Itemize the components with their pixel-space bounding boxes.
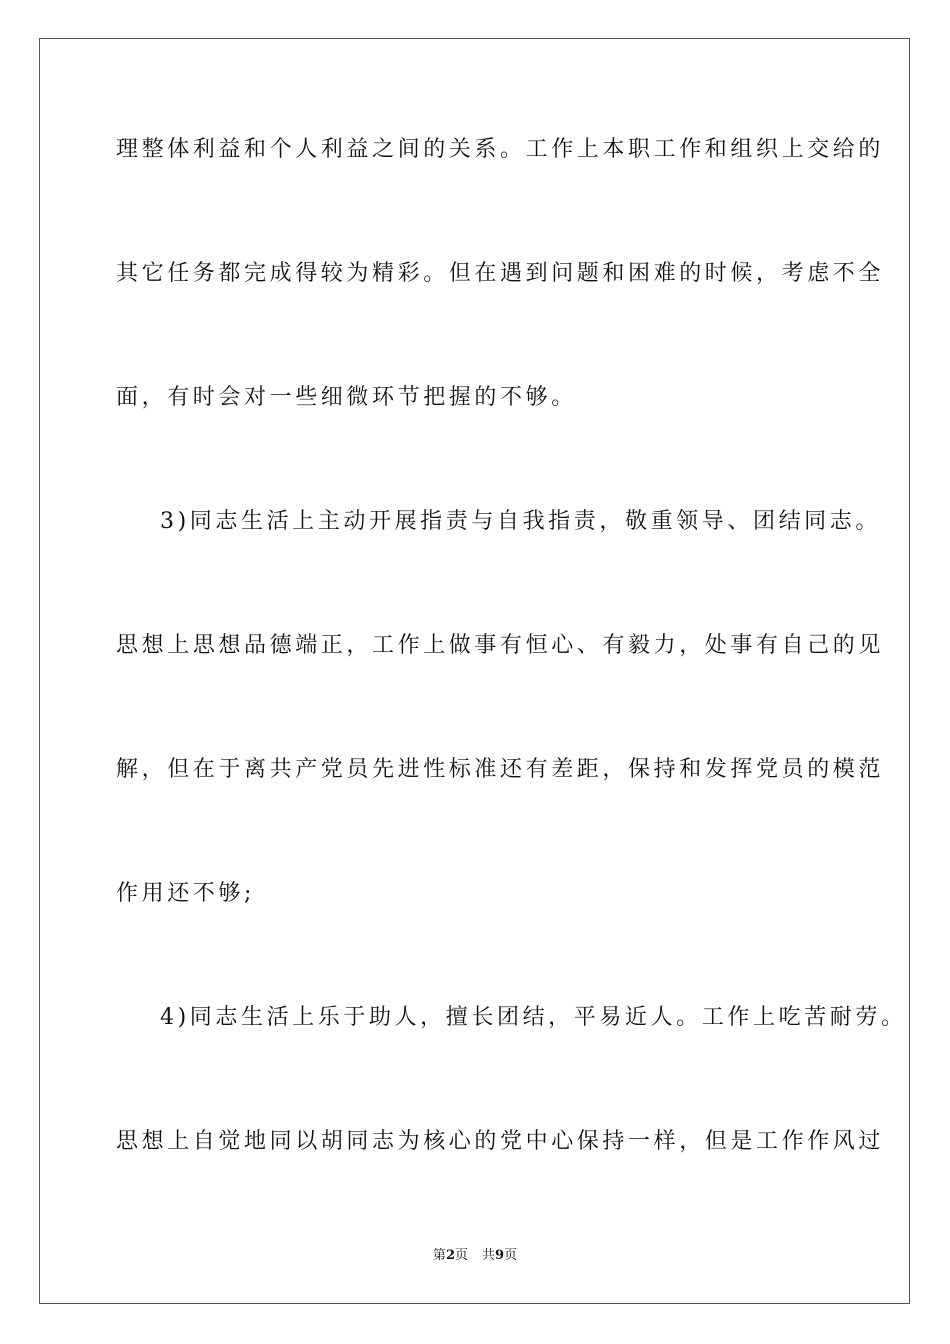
- body-line-2: 其它任务都完成得较为精彩。但在遇到问题和困难的时候，考虑不全: [116, 261, 885, 286]
- page-footer: [0, 1247, 950, 1265]
- page-border: [39, 38, 910, 1304]
- page-number: 2: [445, 1248, 455, 1263]
- total-prefix: 共: [482, 1248, 496, 1263]
- body-line-1: 理整体利益和个人利益之间的关系。工作上本职工作和组织上交给的: [116, 137, 885, 162]
- body-line-4: 3)同志生活上主动开展指责与自我指责，敬重领导、团结同志。: [160, 509, 881, 534]
- body-line-5: 思想上思想品德端正，工作上做事有恒心、有毅力，处事有自己的见: [116, 633, 885, 658]
- total-suffix: 页: [504, 1248, 518, 1263]
- body-line-7: 作用还不够;: [116, 881, 256, 906]
- total-pages: 9: [495, 1248, 505, 1263]
- body-line-6: 解，但在于离共产党员先进性标准还有差距，保持和发挥党员的模范: [116, 757, 885, 782]
- body-line-3: 面，有时会对一些细微环节把握的不够。: [116, 385, 577, 410]
- page-prefix: 第: [432, 1248, 446, 1263]
- body-line-8: 4)同志生活上乐于助人，擅长团结，平易近人。工作上吃苦耐劳。: [160, 1005, 907, 1030]
- page-suffix: 页: [454, 1248, 468, 1263]
- body-line-9: 思想上自觉地同以胡同志为核心的党中心保持一样，但是工作作风过: [116, 1129, 885, 1154]
